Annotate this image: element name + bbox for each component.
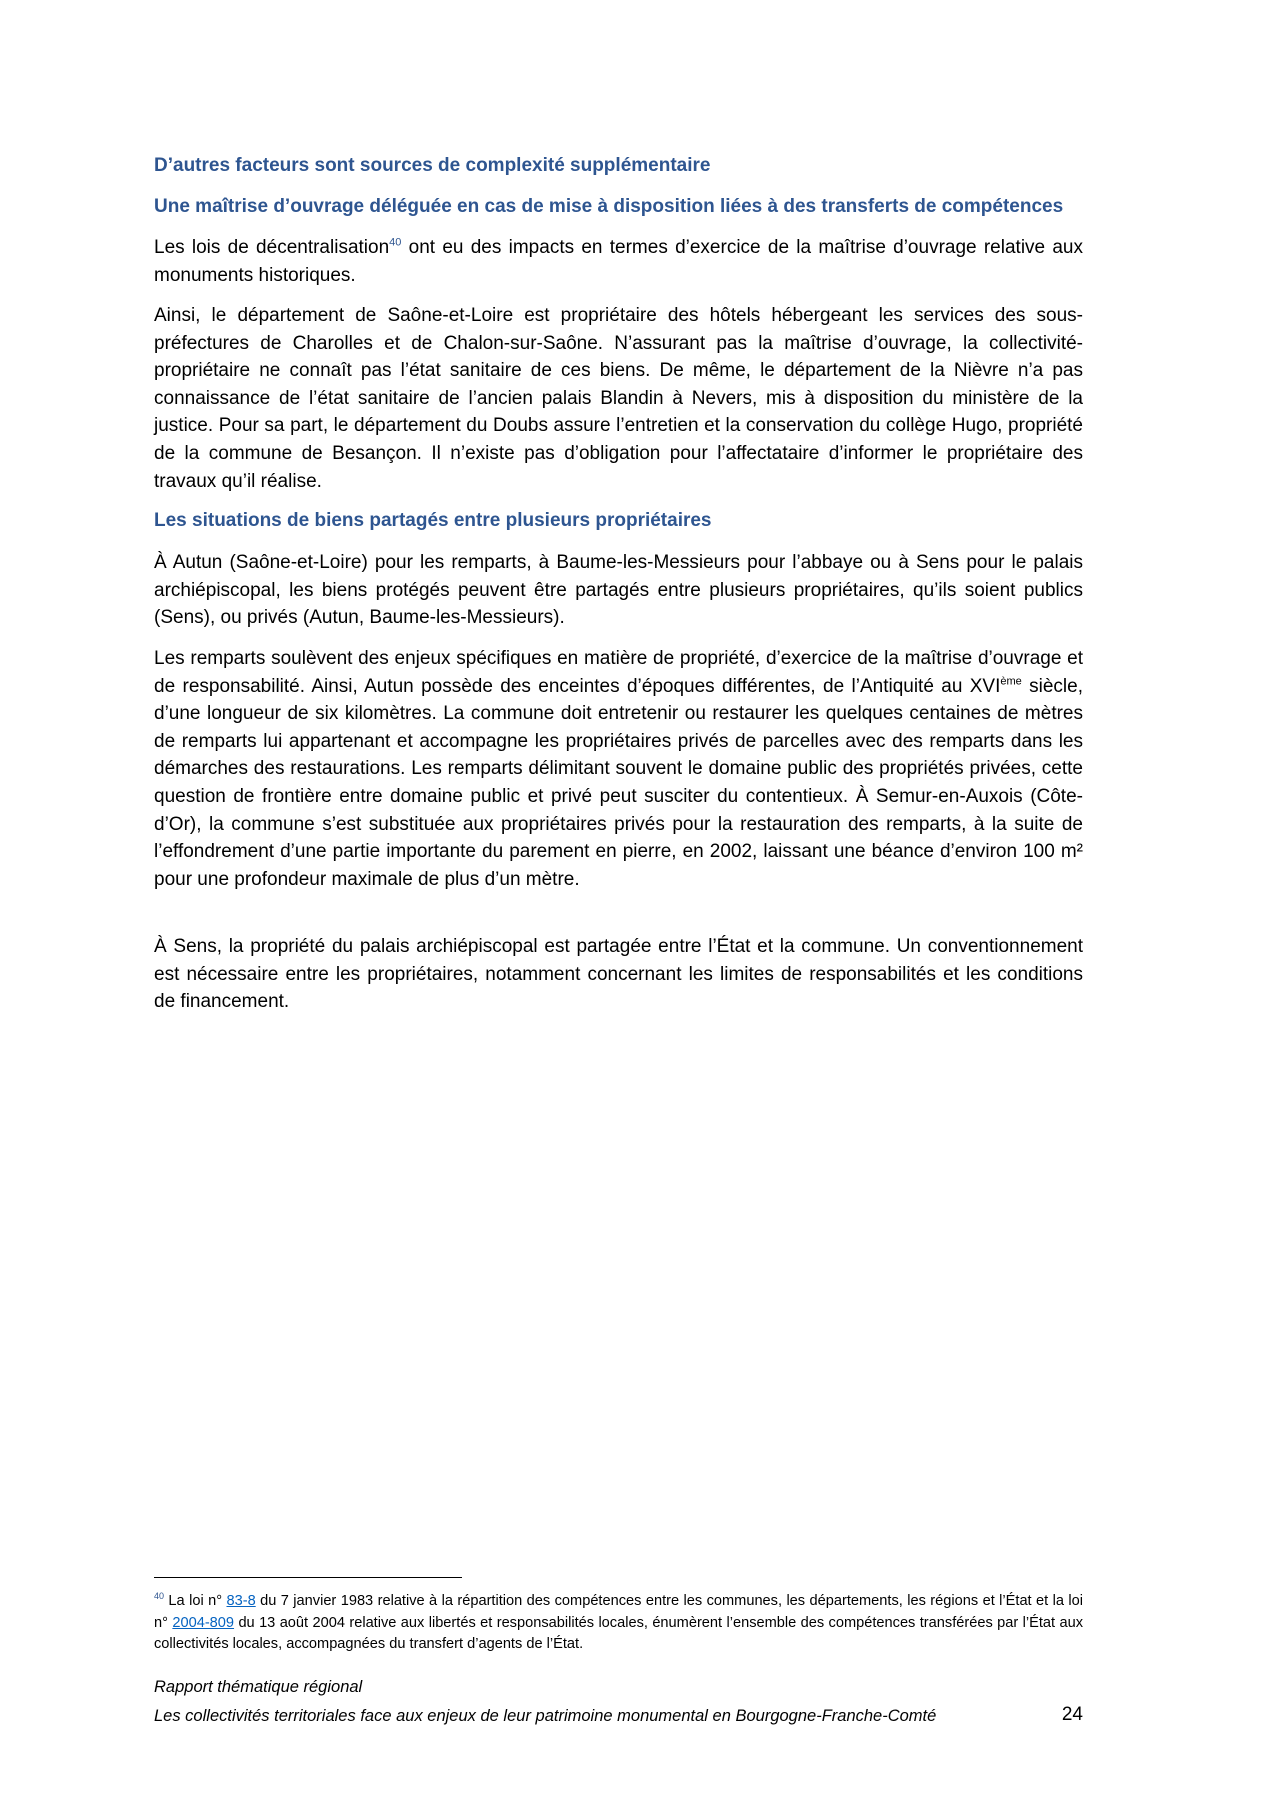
paragraph-decentralisation-laws xyxy=(154,234,1083,289)
law-link-83-8[interactable]: 83-8 xyxy=(226,1593,256,1609)
paragraph-text: siècle, d’une longueur de six kilomètres. La commune doit entretenir ou restaurer les quelques centaines de mètres de remparts lui appartenant et accompagne les propriétaires privés de parcelles avec des remparts dans les démarches des restaurations. Les remparts délimitant souvent le domaine public des propriétés privées, cette question de frontière entre domaine public et privé peut susciter du contentieux. À Semur-en-Auxois (Côte-d’Or), la commune s’est substituée aux propriétaires privés pour la restauration des remparts, à la suite de l’effondrement d’une partie importante du parement en pierre, en 2002, laissant une béance d’environ 100 m² pour une profondeur maximale de plus d’un mètre. xyxy=(154,675,1083,890)
footer-report-type: Rapport thématique régional xyxy=(154,1678,363,1696)
paragraph-sens-palace: À Sens, la propriété du palais archiépiscopal est partagée entre l’État et la commune. Un conventionnement est nécessaire entre les propriétaires, notamment concernant les limites de responsabilités et les conditions de financement. xyxy=(154,936,1083,1013)
footnote-40 xyxy=(154,1591,1083,1656)
paragraph-remparts xyxy=(154,645,1083,893)
subsection-title-delegated-ownership: Une maîtrise d’ouvrage déléguée en cas de mise à disposition liées à des transferts de compétences xyxy=(154,196,1064,217)
footnote-text: du 13 août 2004 relative aux libertés et responsabilités locales, énumèrent l’ensemble des compétences transférées par l’État aux collectivités locales, accompagnées du transfert d’agents de l’État. xyxy=(154,1614,1083,1653)
paragraph-text: ont eu des impacts en termes d’exercice de la maîtrise d’ouvrage relative aux monuments historiques. xyxy=(154,237,1084,286)
footnote-reference[interactable]: 40 xyxy=(389,236,402,249)
paragraph-text: Les remparts soulèvent des enjeux spécifiques en matière de propriété, d’exercice de la maîtrise d’ouvrage et de responsabilité. Ainsi, Autun possède des enceintes d’époques différentes, de l’Antiquité au XVI xyxy=(154,648,1083,697)
footnote-separator xyxy=(154,1577,462,1578)
footer-report-title: Les collectivités territoriales face aux enjeux de leur patrimoine monumental en Bourgogne-Franche-Comté xyxy=(154,1707,937,1725)
footnote-text: du 7 janvier 1983 relative à la répartition des compétences entre les communes, les départements, les régions et l’État et la loi n° xyxy=(154,1593,1083,1631)
subsection-title-shared-property: Les situations de biens partagés entre plusieurs propriétaires xyxy=(154,510,712,531)
footnote-text: La loi n° xyxy=(164,1593,227,1609)
page-number: 24 xyxy=(1061,1704,1083,1725)
paragraph-text: Les lois de décentralisation xyxy=(154,237,390,258)
paragraph-autun-sens: À Autun (Saône-et-Loire) pour les remparts, à Baume-les-Messieurs pour l’abbaye ou à Sens pour le palais archiépiscopal, les biens protégés peuvent être partagés entre plusieurs propriétaires, qu’ils soient publics (Sens), ou privés (Autun, Baume-les-Messieurs). xyxy=(154,552,1083,629)
century-superscript: ème xyxy=(1000,675,1022,688)
footnote-number: 40 xyxy=(154,1591,165,1602)
paragraph-saone-et-loire: Ainsi, le département de Saône-et-Loire est propriétaire des hôtels hébergeant les services des sous-préfectures de Charolles et de Chalon-sur-Saône. N’assurant pas la maîtrise d’ouvrage, la collectivité-propriétaire ne connaît pas l’état sanitaire de ces biens. De même, le département de la Nièvre n’a pas connaissance de l’état sanitaire de l’ancien palais Blandin à Nevers, mis à disposition du ministère de la justice. Pour sa part, le département du Doubs assure l’entretien et la conservation du collège Hugo, propriété de la commune de Besançon. Il n’existe pas d’obligation pour l’affectataire d’informer le propriétaire des travaux qu’il réalise. xyxy=(154,305,1083,492)
law-link-2004-809[interactable]: 2004-809 xyxy=(172,1614,235,1631)
section-heading: D’autres facteurs sont sources de complexité supplémentaire xyxy=(154,155,711,176)
